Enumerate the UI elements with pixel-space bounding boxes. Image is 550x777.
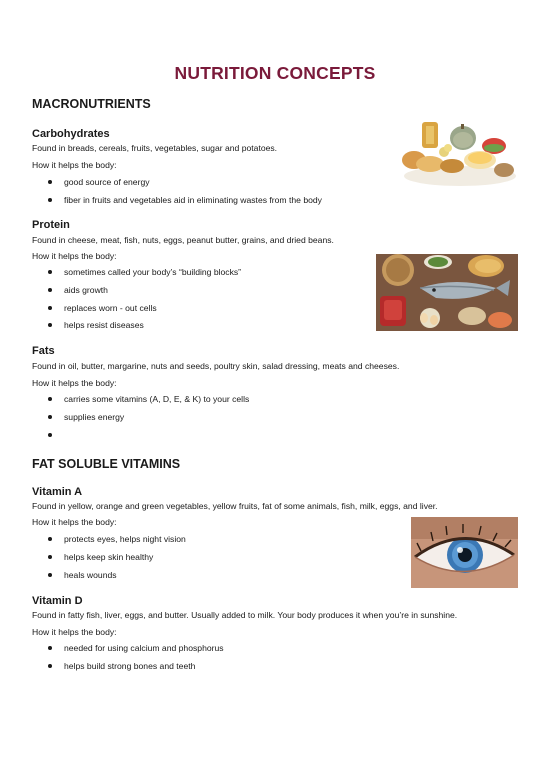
vitamin-d-benefits-list (46, 642, 224, 678)
eye-photo (411, 517, 518, 588)
carbohydrates-benefits-list (46, 176, 322, 212)
protein-helps-label: How it helps the body: (32, 251, 117, 261)
list-item: heals wounds (46, 569, 186, 587)
list-item: protects eyes, helps night vision (46, 533, 186, 551)
vitamin-d-sources: Found in fatty fish, liver, eggs, and butter. Usually added to milk. Your body produces it when you’re in sunshine. (32, 610, 458, 620)
section-heading-macronutrients: MACRONUTRIENTS (32, 97, 151, 111)
vitamin-a-sources: Found in yellow, orange and green vegetables, yellow fruits, fat of some animals, fish, milk, eggs, and liver. (32, 501, 438, 511)
list-item: needed for using calcium and phosphorus (46, 642, 224, 660)
vitamin-d-helps-label: How it helps the body: (32, 627, 117, 637)
vitamin-a-helps-label: How it helps the body: (32, 517, 117, 527)
fats-helps-label: How it helps the body: (32, 378, 117, 388)
protein-sources: Found in cheese, meat, fish, nuts, eggs, peanut butter, grains, and dried beans. (32, 235, 334, 245)
list-item: helps keep skin healthy (46, 551, 186, 569)
protein-heading: Protein (32, 219, 70, 231)
list-item: replaces worn - out cells (46, 302, 241, 320)
carbohydrates-sources: Found in breads, cereals, fruits, vegetables, sugar and potatoes. (32, 143, 278, 153)
carbohydrate-foods-photo (400, 118, 518, 188)
list-item (46, 429, 249, 447)
list-item: supplies energy (46, 411, 249, 429)
vitamin-d-heading: Vitamin D (32, 595, 83, 607)
list-item: fiber in fruits and vegetables aid in eliminating wastes from the body (46, 194, 322, 212)
fats-sources: Found in oil, butter, margarine, nuts and seeds, poultry skin, salad dressing, meats and cheeses. (32, 361, 400, 371)
list-item: aids growth (46, 284, 241, 302)
list-item: sometimes called your body’s “building blocks” (46, 266, 241, 284)
list-item: good source of energy (46, 176, 322, 194)
protein-benefits-list (46, 266, 241, 337)
carbohydrates-heading: Carbohydrates (32, 128, 110, 140)
list-item: helps resist diseases (46, 319, 241, 337)
list-item: carries some vitamins (A, D, E, & K) to your cells (46, 393, 249, 411)
fats-heading: Fats (32, 345, 55, 357)
section-heading-fat-soluble-vitamins: FAT SOLUBLE VITAMINS (32, 457, 181, 471)
vitamin-a-benefits-list (46, 533, 186, 586)
fats-benefits-list (46, 393, 249, 446)
page-title: NUTRITION CONCEPTS (174, 63, 376, 83)
carbohydrates-helps-label: How it helps the body: (32, 160, 117, 170)
vitamin-a-heading: Vitamin A (32, 486, 83, 498)
list-item: helps build strong bones and teeth (46, 660, 224, 678)
protein-foods-photo (376, 254, 518, 331)
